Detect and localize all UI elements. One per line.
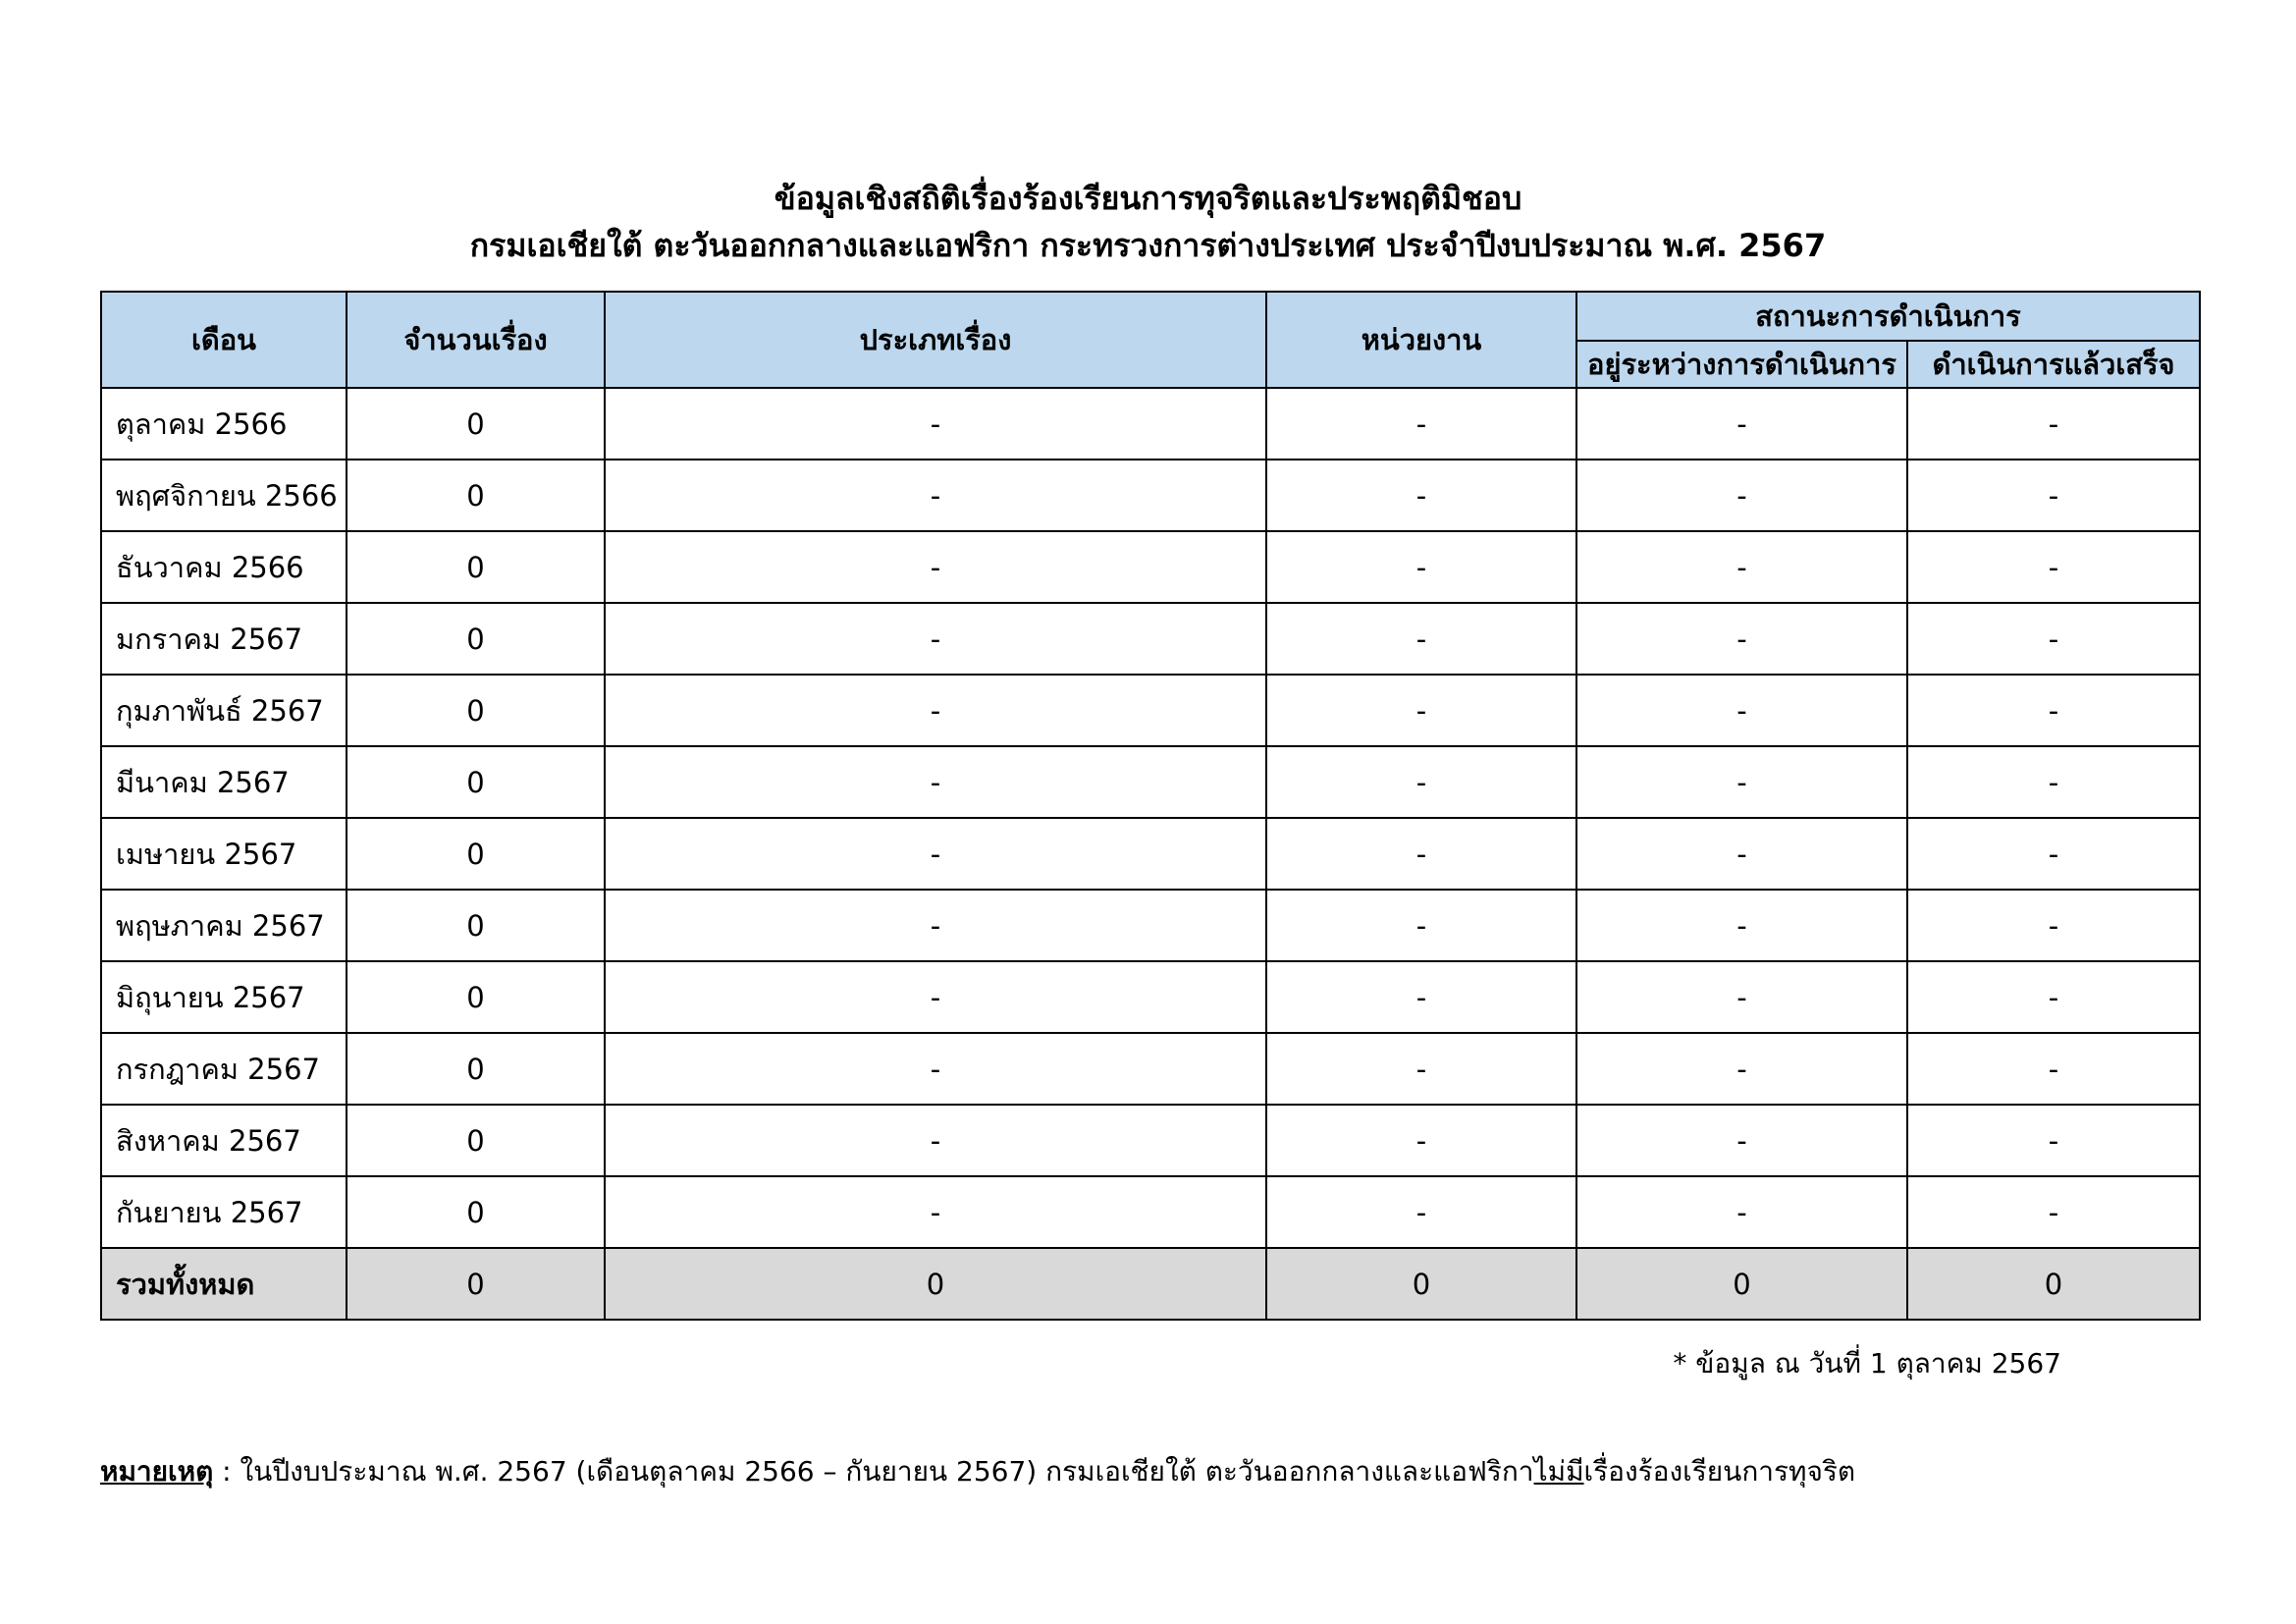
table-row	[101, 1033, 2200, 1105]
cell-type: -	[605, 890, 1266, 961]
cell-month: มีนาคม 2567	[101, 746, 347, 818]
cell-completed: -	[1907, 675, 2200, 746]
cell-completed: -	[1907, 531, 2200, 603]
header-unit: หน่วยงาน	[1266, 292, 1576, 388]
data-as-of-note: * ข้อมูล ณ วันที่ 1 ตุลาคม 2567	[1673, 1347, 2061, 1380]
table-row	[101, 746, 2200, 818]
cell-in-progress: -	[1576, 675, 1907, 746]
cell-type: -	[605, 531, 1266, 603]
cell-unit: -	[1266, 675, 1576, 746]
cell-completed: -	[1907, 388, 2200, 460]
header-month: เดือน	[101, 292, 347, 388]
cell-month: กุมภาพันธ์ 2567	[101, 675, 347, 746]
cell-in-progress: -	[1576, 1033, 1907, 1105]
cell-type: -	[605, 1033, 1266, 1105]
cell-unit: -	[1266, 961, 1576, 1033]
cell-in-progress: -	[1576, 818, 1907, 890]
remark-text-part2: เรื่องร้องเรียนการทุจริต	[1583, 1455, 1856, 1488]
cell-completed: -	[1907, 1176, 2200, 1248]
table-row	[101, 675, 2200, 746]
header-type: ประเภทเรื่อง	[605, 292, 1266, 388]
cell-completed: -	[1907, 1033, 2200, 1105]
cell-type: -	[605, 460, 1266, 531]
table-row	[101, 531, 2200, 603]
cell-in-progress: -	[1576, 961, 1907, 1033]
cell-month: ตุลาคม 2566	[101, 388, 347, 460]
cell-in-progress: -	[1576, 746, 1907, 818]
remark-label: หมายเหตุ	[100, 1455, 214, 1488]
remark	[100, 1452, 2199, 1491]
cell-unit: -	[1266, 818, 1576, 890]
cell-unit: -	[1266, 603, 1576, 675]
cell-unit: -	[1266, 1176, 1576, 1248]
total-count: 0	[347, 1248, 605, 1320]
cell-in-progress: -	[1576, 460, 1907, 531]
remark-text-underlined: ไม่มี	[1533, 1455, 1584, 1488]
cell-month: มิถุนายน 2567	[101, 961, 347, 1033]
cell-unit: -	[1266, 531, 1576, 603]
cell-type: -	[605, 1176, 1266, 1248]
cell-type: -	[605, 388, 1266, 460]
header-count: จำนวนเรื่อง	[347, 292, 605, 388]
cell-in-progress: -	[1576, 1176, 1907, 1248]
cell-type: -	[605, 746, 1266, 818]
cell-completed: -	[1907, 746, 2200, 818]
cell-completed: -	[1907, 961, 2200, 1033]
total-type: 0	[605, 1248, 1266, 1320]
table-row	[101, 1105, 2200, 1176]
total-row	[101, 1248, 2200, 1320]
cell-type: -	[605, 1105, 1266, 1176]
document-title: ข้อมูลเชิงสถิติเรื่องร้องเรียนการทุจริตและประพฤติมิชอบ	[774, 180, 1522, 217]
header-in-progress: อยู่ระหว่างการดำเนินการ	[1576, 341, 1907, 388]
table-row	[101, 388, 2200, 460]
cell-month: พฤศจิกายน 2566	[101, 460, 347, 531]
cell-count: 0	[347, 675, 605, 746]
table-row	[101, 961, 2200, 1033]
cell-month: พฤษภาคม 2567	[101, 890, 347, 961]
cell-completed: -	[1907, 890, 2200, 961]
cell-count: 0	[347, 1033, 605, 1105]
cell-type: -	[605, 961, 1266, 1033]
cell-count: 0	[347, 603, 605, 675]
cell-unit: -	[1266, 1105, 1576, 1176]
cell-completed: -	[1907, 603, 2200, 675]
document-subtitle: กรมเอเชียใต้ ตะวันออกกลางและแอฟริกา กระทรวงการต่างประเทศ ประจำปีงบประมาณ พ.ศ. 2567	[469, 227, 1827, 264]
table-row	[101, 890, 2200, 961]
total-unit: 0	[1266, 1248, 1576, 1320]
complaint-statistics-table	[100, 291, 2201, 1321]
cell-count: 0	[347, 531, 605, 603]
cell-month: กรกฎาคม 2567	[101, 1033, 347, 1105]
cell-count: 0	[347, 388, 605, 460]
cell-type: -	[605, 675, 1266, 746]
table-row	[101, 603, 2200, 675]
cell-count: 0	[347, 460, 605, 531]
cell-count: 0	[347, 1105, 605, 1176]
cell-unit: -	[1266, 746, 1576, 818]
cell-count: 0	[347, 1176, 605, 1248]
table-row	[101, 460, 2200, 531]
cell-unit: -	[1266, 388, 1576, 460]
cell-in-progress: -	[1576, 388, 1907, 460]
total-completed: 0	[1907, 1248, 2200, 1320]
cell-month: มกราคม 2567	[101, 603, 347, 675]
total-label: รวมทั้งหมด	[101, 1248, 347, 1320]
remark-text-part1: ในปีงบประมาณ พ.ศ. 2567 (เดือนตุลาคม 2566 – กันยายน 2567) กรมเอเชียใต้ ตะวันออกกลางและแอฟริกา	[240, 1455, 1534, 1488]
cell-count: 0	[347, 890, 605, 961]
cell-completed: -	[1907, 1105, 2200, 1176]
cell-unit: -	[1266, 460, 1576, 531]
cell-completed: -	[1907, 460, 2200, 531]
cell-count: 0	[347, 746, 605, 818]
cell-unit: -	[1266, 890, 1576, 961]
header-completed: ดำเนินการแล้วเสร็จ	[1907, 341, 2200, 388]
cell-type: -	[605, 603, 1266, 675]
remark-separator: :	[213, 1455, 240, 1488]
cell-count: 0	[347, 961, 605, 1033]
cell-in-progress: -	[1576, 531, 1907, 603]
total-in-progress: 0	[1576, 1248, 1907, 1320]
table-row	[101, 818, 2200, 890]
cell-in-progress: -	[1576, 890, 1907, 961]
cell-unit: -	[1266, 1033, 1576, 1105]
cell-completed: -	[1907, 818, 2200, 890]
table-row	[101, 1176, 2200, 1248]
cell-in-progress: -	[1576, 1105, 1907, 1176]
cell-month: สิงหาคม 2567	[101, 1105, 347, 1176]
cell-in-progress: -	[1576, 603, 1907, 675]
cell-type: -	[605, 818, 1266, 890]
cell-month: ธันวาคม 2566	[101, 531, 347, 603]
cell-count: 0	[347, 818, 605, 890]
cell-month: เมษายน 2567	[101, 818, 347, 890]
header-status: สถานะการดำเนินการ	[1576, 292, 2200, 341]
cell-month: กันยายน 2567	[101, 1176, 347, 1248]
